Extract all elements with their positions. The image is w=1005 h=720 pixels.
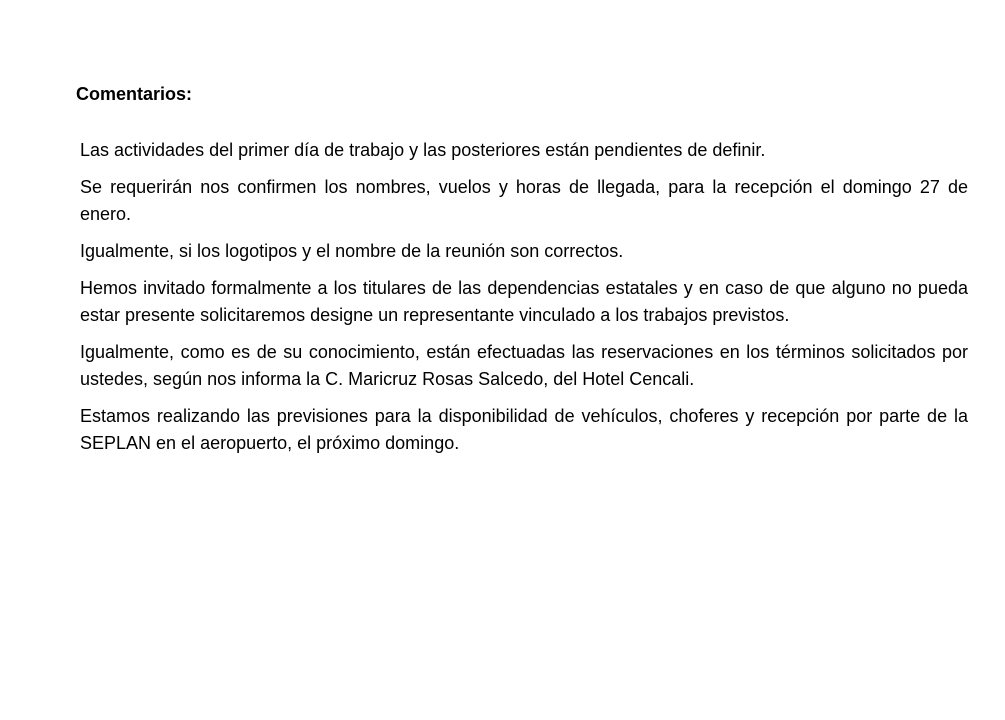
comment-paragraph-2: Se requerirán nos confirmen los nombres, vuelos y horas de llegada, para la recepción el domingo 27 de enero.	[80, 177, 968, 224]
comment-paragraph-1: Las actividades del primer día de trabajo y las posteriores están pendientes de definir.	[80, 140, 766, 160]
comment-paragraph-6: Estamos realizando las previsiones para la disponibilidad de vehículos, choferes y recepción por parte de la SEPLAN en el aeropuerto, el próximo domingo.	[80, 406, 968, 453]
comment-paragraph-3: Igualmente, si los logotipos y el nombre de la reunión son correctos.	[80, 241, 624, 261]
comments-body	[80, 137, 968, 467]
comment-paragraph-4: Hemos invitado formalmente a los titulares de las dependencias estatales y en caso de que alguno no pueda estar presente solicitaremos designe un representante vinculado a los trabajos previstos.	[80, 278, 968, 325]
comment-paragraph-5: Igualmente, como es de su conocimiento, están efectuadas las reservaciones en los términos solicitados por ustedes, según nos informa la C. Maricruz Rosas Salcedo, del Hotel Cencali.	[80, 342, 968, 389]
comments-heading: Comentarios:	[76, 84, 193, 104]
